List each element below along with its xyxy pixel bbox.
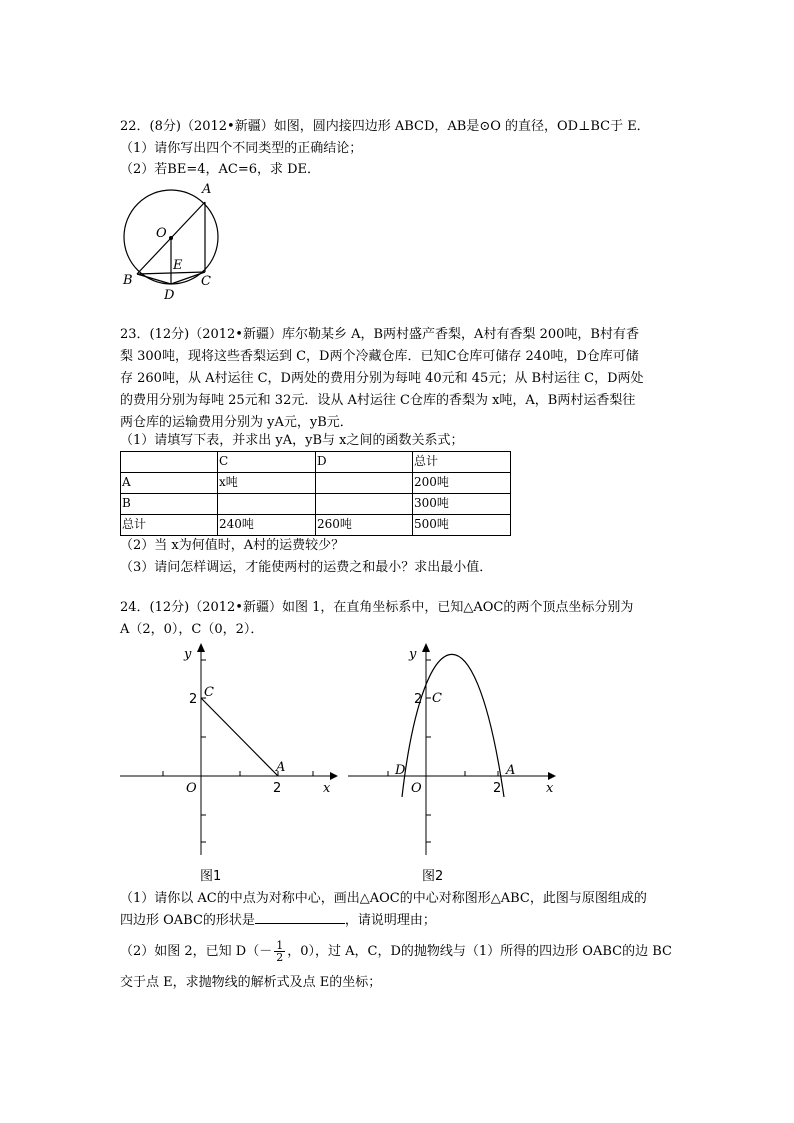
figure-1 [118, 640, 343, 890]
y-axis-arrow-icon [197, 643, 205, 652]
center-point [169, 236, 173, 240]
q23-part1: （1）请填写下表，并求出 yA，yB与 x之间的函数关系式； [120, 433, 464, 448]
tick-marks [163, 660, 313, 842]
q24-part2-a-text: （2）如图 2，已知 D（－ [120, 944, 273, 959]
fraction-numerator: 1 [276, 939, 284, 952]
q23-line3: 存 260吨，从 A村运往 C，D两处的费用分别为每吨 40元和 45元；从 B村运往 C，D两处 [120, 371, 644, 386]
q24-part2-b: 交于点 E，求抛物线的解析式及点 E的坐标； [120, 975, 382, 990]
table-cell: C [218, 452, 316, 473]
y-axis-arrow-icon [422, 643, 430, 652]
x-axis-arrow-icon [330, 772, 338, 780]
x-axis-label: x [323, 781, 331, 796]
q24-points: A（2，0），C（0，2）． [120, 622, 264, 637]
q22-part2: （2）若BE=4，AC=6，求 DE． [120, 162, 321, 177]
table-row [121, 473, 511, 494]
figure-1-caption: 图1 [200, 869, 222, 884]
label-o: O [156, 226, 167, 241]
q23-part2: （2）当 x为何值时，A村的运费较少？ [120, 538, 345, 553]
table-cell: B [121, 494, 218, 515]
y-axis-label: y [409, 647, 417, 662]
table-cell: 240吨 [218, 515, 316, 536]
table-cell [121, 452, 218, 473]
table-cell: 500吨 [413, 515, 511, 536]
table-cell: 200吨 [413, 473, 511, 494]
x-axis-arrow-icon [548, 772, 556, 780]
q24-part2-a-tail: ，0），过 A，C，D的抛物线与（1）所得的四边形 OABC的边 BC [287, 944, 672, 959]
q23-part3: （3）请问怎样调运，才能使两村的运费之和最小？求出最小值． [120, 560, 493, 575]
label-d: D [164, 288, 175, 303]
q23-line4: 的费用分别为每吨 25元和 32元．设从 A村运往 C仓库的香梨为 x吨，A，B两村运香梨往 [120, 393, 636, 408]
segment-ca [201, 698, 278, 776]
figure-2 [343, 640, 568, 890]
label-a: A [506, 763, 516, 778]
table-cell: 总计 [413, 452, 511, 473]
label-a: A [276, 760, 286, 775]
label-d: D [395, 763, 406, 778]
label-e: E [173, 258, 183, 273]
q24-stem: 24．(12分)（2012•新疆）如图 1，在直角坐标系中，已知△AOC的两个顶点坐标分别为 [120, 600, 634, 615]
table-header-row [121, 452, 511, 473]
label-c: C [201, 274, 211, 289]
q22-circle-figure [112, 178, 232, 303]
q24-part1-b-tail: ，请说明理由； [344, 913, 436, 928]
answer-blank[interactable] [255, 911, 345, 924]
x-axis-label: x [546, 781, 554, 796]
label-a: A [202, 182, 212, 197]
table-cell [218, 494, 316, 515]
table-row [121, 515, 511, 536]
q23-line5: 两仓库的运输费用分别为 yA元，yB元． [120, 415, 353, 430]
table-cell: 总计 [121, 515, 218, 536]
segment-bd [137, 274, 171, 284]
table-row [121, 494, 511, 515]
transport-table [120, 451, 511, 536]
label-o: O [186, 781, 197, 796]
table-cell: D [316, 452, 413, 473]
q22-part1: （1）请你写出四个不同类型的正确结论； [120, 141, 363, 156]
q24-part1-a: （1）请你以 AC的中点为对称中心，画出△AOC的中心对称图形△ABC，此图与原图组成的 [120, 891, 647, 906]
table-cell [316, 473, 413, 494]
q23-line1: 23．(12分)（2012•新疆）库尔勒某乡 A，B两村盛产香梨，A村有香梨 200吨，B村有香 [120, 327, 639, 342]
tick-label-y2: 2 [189, 692, 198, 707]
table-cell [316, 494, 413, 515]
q24-part1-b-text: 四边形 OABC的形状是 [120, 913, 255, 928]
label-c: C [432, 691, 442, 706]
tick-marks [388, 660, 498, 842]
tick-label-x2: 2 [493, 781, 502, 796]
label-c: C [204, 685, 214, 700]
table-cell: 300吨 [413, 494, 511, 515]
label-b: B [123, 273, 133, 288]
tick-label-y2: 2 [414, 692, 423, 707]
figure-2-caption: 图2 [422, 869, 444, 884]
table-cell: x吨 [218, 473, 316, 494]
q24-part1-b [120, 910, 436, 932]
y-axis-label: y [184, 647, 192, 662]
q22-stem: 22．(8分)（2012•新疆）如图，圆内接四边形 ABCD，AB是⊙O 的直径，OD⊥BC于 E． [120, 119, 650, 134]
label-o: O [411, 781, 422, 796]
q23-line2: 梨 300吨，现将这些香梨运到 C，D两个冷藏仓库．已知C仓库可储存 240吨，D仓库可储 [120, 349, 639, 364]
tick-label-x2: 2 [273, 781, 282, 796]
fraction-denominator: 2 [276, 951, 284, 964]
segment-dc [171, 272, 205, 284]
q24-part2-a [120, 940, 672, 963]
fraction-one-half [274, 940, 285, 963]
table-cell: 260吨 [316, 515, 413, 536]
table-cell: A [121, 473, 218, 494]
